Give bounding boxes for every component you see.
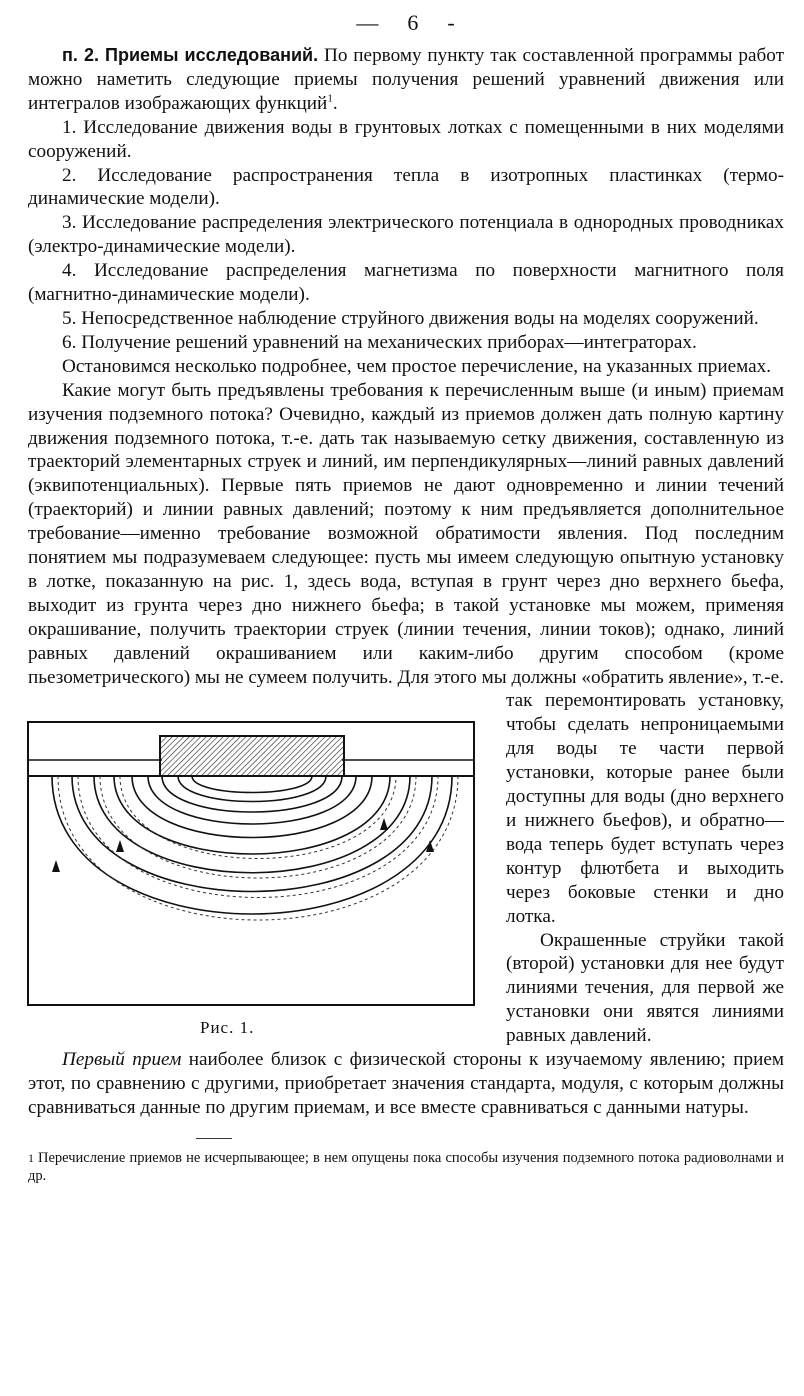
list-item: 3. Исследование распределения электрического потенциала в однородных проводниках (электро-динамические модели).	[28, 212, 784, 258]
section-intro-end: .	[332, 92, 338, 114]
streamline	[72, 776, 432, 892]
figure-area	[22, 700, 492, 1045]
list-item: 1. Исследование движения воды в грунтовых лотках с помещенными в них моделями сооружений.	[28, 116, 784, 162]
paragraph-main-text: Какие могут быть предъявлены требования к перечисленным выше (и иным) приемам изучения подземного потока? Очевидно, каждый из приемов должен дать полную картину движения подземного потока, т.-е. дать так называемую сетку движения, составленную из траекторий элементарных струек и линий, им перпендикулярных—линий равных давлений (эквипотенциальных). Первые пять приемов не дают одновременно и линии течений (траекторий) и линии равных давлений; поэтому к ним предъявляется дополнительное требование—именно требование возможной обратимости явления. Под последним понятием мы подразумеваем следующее: пусть мы имеем следующую опытную установку в лотке, показанную на рис. 1, здесь вода, вступая в грунт через дно верхнего бьефа, выходит из грунта через дно нижнего бьефа; в такой установке мы можем, применяя окрашивание, получить траектории струек (линии течения, линии токов); однако, линий равных давлений окрашиванием или каким-либо другим способом (кроме пьезометрического) мы не сумеем получить. Для этого мы должны «обратить явление», т.-е. так перемонтировать установку, чтобы сделать непроницаемыми для воды те части первой установки, которые ранее были доступны для воды (дно верхнего и нижнего бьефов), и обратно—вода теперь будет вступать через контур флютбета и выходить через боковые стенки и дно лотка.	[28, 379, 784, 927]
header-dash-right: -	[447, 10, 456, 35]
paragraph-stop: Остановимся несколько подробнее, чем простое перечисление, на указанных приемах.	[62, 355, 772, 377]
list-item: 4. Исследование распределения магнетизма по поверхности магнитного поля (магнитно-динамические модели).	[28, 260, 784, 306]
arrow-up-icon	[380, 818, 388, 830]
footnote-text: Перечисление приемов не исчерпывающее; в нем опущены пока способы изучения подземного потока радиоволнами и др.	[28, 1149, 784, 1184]
figure-caption: Рис. 1.	[200, 1018, 255, 1037]
header-dash-left: —	[356, 10, 380, 35]
arrow-up-icon	[52, 860, 60, 872]
footnote-divider	[196, 1138, 232, 1139]
list-item: 6. Получение решений уравнений на механических приборах—интеграторах.	[62, 331, 697, 353]
dam-model	[160, 736, 344, 776]
section-intro	[28, 44, 784, 116]
first-method-lead: Первый прием	[62, 1049, 182, 1071]
streamline	[192, 776, 312, 793]
paragraph-first-method	[28, 1048, 784, 1120]
page-header	[28, 8, 784, 44]
flow-net-diagram	[22, 700, 492, 1010]
page-number: 6	[407, 10, 420, 35]
streamline	[178, 776, 326, 802]
paragraph-colored: Окрашенные струйки такой (второй) установки для нее будут линиями течения, для первой же установки они явятся линиями равных давлений.	[506, 929, 784, 1047]
first-method-text: наиболее близок с физической стороны к изучаемому явлению; прием этот, по сравнению с другими, приобретает значения стандарта, модуля, с которым должны сравниваться данные по другим приемам, и все вместе сравниваться с данными натуры.	[28, 1049, 784, 1118]
streamline	[162, 776, 342, 812]
footnote-mark: 1	[28, 1150, 34, 1165]
footnote	[28, 1149, 784, 1185]
section-title: п. 2. Приемы исследований.	[62, 45, 319, 65]
arrow-up-icon	[116, 840, 124, 852]
streamline	[52, 776, 452, 914]
footnote-ref: 1	[327, 92, 333, 105]
streamline	[148, 776, 356, 824]
list-item: 2. Исследование распространения тепла в изотропных пластинках (термо-динамические модели).	[28, 164, 784, 210]
list-item: 5. Непосредственное наблюдение струйного движения воды на моделях сооружений.	[62, 307, 759, 329]
section-intro-text: По первому пункту так составленной программы работ можно наметить следующие приемы получения решений уравнений движения или интегралов изображающих функций	[28, 45, 784, 114]
